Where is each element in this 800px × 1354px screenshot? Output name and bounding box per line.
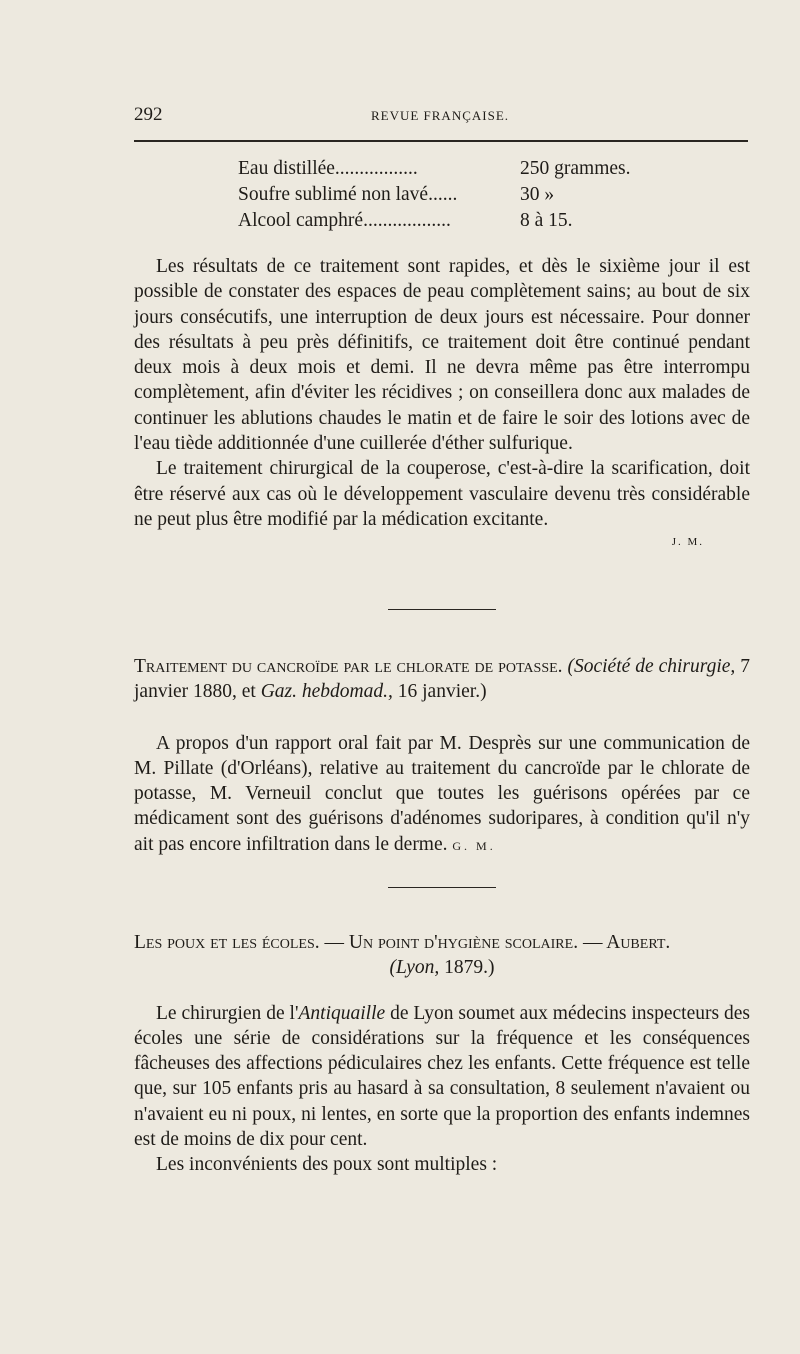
article-source	[134, 955, 750, 980]
paragraph: Les inconvénients des poux sont multiples :	[156, 1154, 498, 1176]
recipe-list	[238, 156, 750, 234]
recipe-ingredient: Soufre sublimé non lavé......	[238, 184, 458, 205]
page-header	[134, 104, 746, 128]
recipe-ingredient: Alcool camphré..................	[238, 210, 451, 231]
body-text: A propos d'un rapport oral fait par M. Desprès sur une communication de M. Pillate (d'Orléans), relative au traitement du cancroïde par le chlorate de potasse, M. Verneuil conclut que toutes les guérisons opérées par ce médicament sont des guérisons d'adénomes sudoripares, à condition qu'il n'y ait pas encore infiltration dans le derme.	[134, 732, 750, 855]
recipe-row	[238, 208, 750, 234]
signature: J. M.	[671, 536, 704, 549]
paragraph	[134, 1001, 750, 1153]
source-italic: (Lyon,	[389, 957, 440, 979]
text-segment: Le chirurgien de l'	[156, 1002, 299, 1024]
recipe-row	[238, 156, 750, 182]
source-journal: Gaz. hebdomad.,	[260, 681, 393, 703]
article-poux	[134, 930, 750, 1178]
recipe-amount: 250 grammes.	[520, 158, 631, 179]
recipe-amount: 8 à 15.	[520, 210, 573, 231]
page-number: 292	[134, 104, 163, 125]
section-divider	[388, 609, 496, 610]
source-date: 7 janvier 1880, et	[134, 656, 750, 703]
running-title: REVUE FRANÇAISE.	[370, 108, 510, 123]
title-text: Les poux et les écoles. — Un point d'hygiène scolaire. — Aubert.	[134, 932, 671, 953]
recipe-amount: 30 »	[520, 184, 555, 205]
recipe-ingredient: Eau distillée.................	[238, 158, 418, 179]
paragraph: Le traitement chirurgical de la couperose, c'est-à-dire la scarification, doit être réservé aux cas où le développement vasculaire devenu très considérable ne peut plus être modifié par la médication excitante.	[134, 458, 750, 530]
section-divider	[388, 887, 496, 888]
source-end: 1879.)	[444, 957, 495, 979]
header-rule	[134, 140, 748, 142]
paragraph	[134, 731, 750, 859]
article-title	[134, 654, 750, 705]
title-text: Traitement du cancroïde par le chlorate de potasse.	[134, 656, 563, 677]
signature: G. M.	[452, 838, 496, 853]
source-end: 16 janvier.)	[397, 681, 487, 703]
recipe-row	[238, 182, 750, 208]
article-couperose	[134, 254, 750, 552]
italic-term: Antiquaille	[298, 1002, 386, 1024]
paragraph: Les résultats de ce traitement sont rapides, et dès le sixième jour il est possible de constater des espaces de peau complètement sains; au bout de six jours consécutifs, une interruption de deux jours est nécessaire. Pour donner des résultats à peu près définitifs, ce traitement doit être continué pendant deux mois à deux mois et demi. Il ne devra même pas être interrompu complètement, afin d'éviter les récidives ; on conseillera donc aux malades de continuer les ablutions chaudes le matin et de faire le soir des lotions avec de l'eau tiède additionnée d'une cuillerée d'éther sulfurique.	[134, 256, 750, 455]
article-cancroide	[134, 654, 750, 859]
article-title	[134, 930, 750, 955]
text-segment: de Lyon soumet aux médecins inspecteurs des écoles une série de considérations sur la fréquence et les conséquences fâcheuses des affections pédiculaires chez les enfants. Cette fréquence est telle que, sur 105 enfants pris au hasard à sa consultation, 8 seulement n'avaient ou n'avaient eu ni poux, ni lentes, en sorte que la proportion des enfants indemnes est de moins de dix pour cent.	[134, 1002, 750, 1151]
source-italic: (Société de chirurgie,	[567, 656, 736, 677]
